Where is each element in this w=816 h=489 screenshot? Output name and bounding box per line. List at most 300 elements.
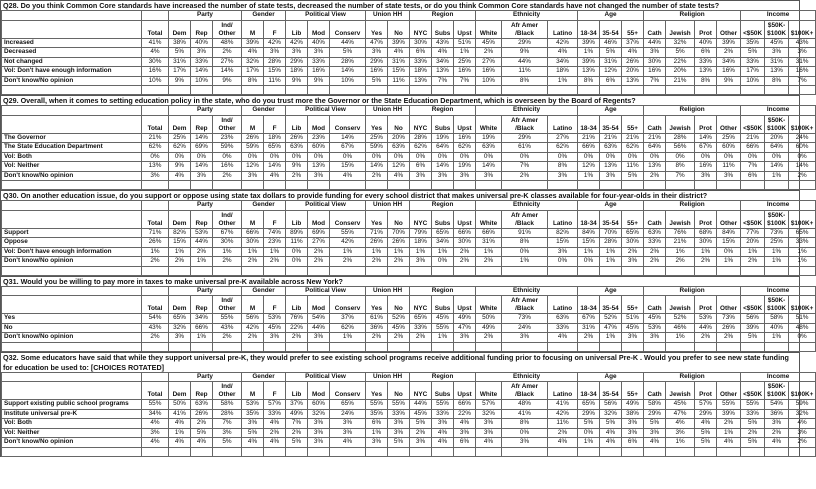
empty-cell [308,447,330,456]
cell-value: 13% [142,162,169,172]
cell-value: 0% [242,152,264,162]
empty-cell [432,342,454,351]
cell-value: 5% [666,48,695,58]
cell-value: 25% [765,238,789,248]
cell-value: 0% [622,152,644,162]
empty-cell [213,86,242,95]
row-label: Institute universal pre-K [2,409,142,419]
column-header: Total [142,382,169,400]
column-header: Cath [644,20,666,38]
cell-value: 3% [548,247,578,257]
group-header [142,372,169,382]
column-header: Jewish [666,115,695,133]
cell-value: 39% [741,323,765,333]
cell-value: 0% [548,257,578,267]
column-header: 55+ [622,20,644,38]
empty-cell [717,342,741,351]
cell-value: 66% [578,143,600,153]
question-block-q32 [1,352,814,457]
cell-value: 6% [741,171,765,181]
cell-value: 0% [666,152,695,162]
cell-value: 2% [213,333,242,343]
empty-cell [191,86,213,95]
table-row [2,162,816,172]
group-header: Region [410,372,476,382]
cell-value: 4% [264,419,286,429]
cell-value: 5% [242,428,264,438]
empty-cell [476,86,502,95]
cell-value: 4% [330,438,366,448]
cell-value: 13% [644,162,666,172]
column-header: NYC [410,20,432,38]
table-row [2,409,816,419]
cell-value: 12% [388,162,410,172]
row-label-blank [2,210,142,228]
cell-value: 84% [578,228,600,238]
cell-value: 63% [388,143,410,153]
empty-cell [741,447,765,456]
cell-value: 3% [410,171,432,181]
cell-value: 3% [242,171,264,181]
cell-value: 3% [622,428,644,438]
cell-value: 32% [242,57,264,67]
cell-value: 5% [286,438,308,448]
empty-cell [213,342,242,351]
empty-cell [548,181,578,190]
question-block-q31 [1,276,814,352]
cell-value: 53% [191,228,213,238]
crosstab-table [1,372,816,457]
cell-value: 42% [548,38,578,48]
cell-value: 4% [432,438,454,448]
empty-cell [432,86,454,95]
cell-value: 33% [789,238,816,248]
column-header: $100K+ [789,382,816,400]
cell-value: 41% [142,38,169,48]
column-header: No [388,20,410,38]
cell-value: 65% [410,314,432,324]
column-header: Latino [548,296,578,314]
empty-cell [502,86,548,95]
group-header: Religion [644,201,741,211]
cell-value: 14% [191,133,213,143]
group-header: Party [169,11,242,21]
table-row [2,400,816,410]
cell-value: 73% [502,314,548,324]
empty-cell [366,447,388,456]
cell-value: 2% [366,171,388,181]
crosstab-table [1,105,816,190]
cell-value: 40% [191,38,213,48]
column-header: Latino [548,115,578,133]
cell-value: 63% [548,314,578,324]
cell-value: 21% [578,133,600,143]
cell-value: 70% [600,228,622,238]
empty-cell [717,266,741,275]
group-header: Region [410,106,476,116]
cell-value: 4% [330,171,366,181]
cell-value: 91% [502,228,548,238]
empty-cell [142,447,169,456]
cell-value: 5% [741,438,765,448]
cell-value: 55% [330,228,366,238]
empty-cell [622,266,644,275]
empty-cell [476,447,502,456]
column-header: 18-34 [578,382,600,400]
cell-value: 3% [432,171,454,181]
cell-value: 31% [765,57,789,67]
cell-value: 24% [789,133,816,143]
empty-cell [2,181,142,190]
empty-cell [169,86,191,95]
empty-cell [286,181,308,190]
row-label-blank [2,20,142,38]
cell-value: 5% [600,419,622,429]
cell-value: 55% [388,400,410,410]
column-header: Rep [191,115,213,133]
cell-value: 13% [622,76,644,86]
cell-value: 17% [242,67,264,77]
cell-value: 0% [789,333,816,343]
cell-value: 4% [666,419,695,429]
cell-value: 6% [622,438,644,448]
empty-cell [789,266,816,275]
cell-value: 1% [169,428,191,438]
group-header: Political View [286,106,366,116]
cell-value: 59% [242,143,264,153]
group-header: Party [169,372,242,382]
cell-value: 11% [388,76,410,86]
group-header: Age [578,106,644,116]
empty-cell [695,266,717,275]
cell-value: 22% [454,409,476,419]
group-header [142,106,169,116]
cell-value: 0% [142,152,169,162]
question-block-q29 [1,95,814,190]
cell-value: 0% [286,257,308,267]
empty-cell [264,447,286,456]
cell-value: 2% [741,428,765,438]
cell-value: 0% [264,152,286,162]
cell-value: 39% [578,57,600,67]
cell-value: 29% [502,38,548,48]
empty-cell [142,266,169,275]
cell-value: 0% [695,152,717,162]
cell-value: 3% [142,171,169,181]
cell-value: 14% [765,162,789,172]
empty-cell [765,266,789,275]
column-header: Other [717,20,741,38]
cell-value: 19% [476,133,502,143]
cell-value: 14% [264,162,286,172]
empty-cell [548,266,578,275]
cell-value: 0% [286,247,308,257]
empty-cell [410,86,432,95]
cell-value: 0% [454,152,476,162]
empty-cell [765,181,789,190]
cell-value: 40% [308,38,330,48]
column-header: Other [717,296,741,314]
cell-value: 46% [600,38,622,48]
empty-cell [765,342,789,351]
cell-value: 3% [330,428,366,438]
cell-value: 35% [741,38,765,48]
column-header: Prot [695,210,717,228]
column-header: 35-54 [600,20,622,38]
cell-value: 45% [476,38,502,48]
cell-value: 0% [191,152,213,162]
column-header: Yes [366,382,388,400]
cell-value: 16% [308,67,330,77]
cell-value: 6% [695,48,717,58]
cell-value: 5% [578,419,600,429]
cell-value: 55% [432,323,454,333]
cell-value: 8% [502,419,548,429]
cell-value: 1% [600,257,622,267]
cell-value: 34% [717,57,741,67]
cell-value: 5% [191,428,213,438]
cell-value: 45% [388,323,410,333]
group-header: Gender [242,201,286,211]
cell-value: 50% [476,314,502,324]
column-header: 55+ [622,382,644,400]
column-header: 18-34 [578,20,600,38]
cell-value: 0% [717,152,741,162]
cell-value: 9% [286,162,308,172]
cell-value: 60% [789,143,816,153]
group-header-row [2,106,816,116]
cell-value: 5% [388,438,410,448]
crosstab-table [1,200,816,276]
empty-cell [410,342,432,351]
cell-value: 2% [264,257,286,267]
cell-value: 35% [242,409,264,419]
column-header: White [476,20,502,38]
cell-value: 49% [476,323,502,333]
empty-cell [366,181,388,190]
cell-value: 30% [644,57,666,67]
column-header: No [388,210,410,228]
question-title: Q31. Would you be willing to pay more in taxes to make universal pre-K available across New York? [1,276,799,286]
cell-value: 21% [142,133,169,143]
empty-cell [213,266,242,275]
cell-value: 5% [741,333,765,343]
group-header-row [2,286,816,296]
column-header: F [264,210,286,228]
cell-value: 5% [366,76,388,86]
empty-cell [454,86,476,95]
group-header: Age [578,372,644,382]
cell-value: 14% [789,162,816,172]
cell-value: 32% [308,409,330,419]
cell-value: 54% [765,400,789,410]
cell-value: 2% [388,257,410,267]
table-row [2,38,816,48]
cell-value: 10% [330,76,366,86]
cell-value: 2% [622,247,644,257]
column-header: NYC [410,210,432,228]
cell-value: 16% [213,162,242,172]
empty-cell [388,342,410,351]
column-header: Afr Amer /Black [502,210,548,228]
empty-cell [366,342,388,351]
cell-value: 45% [765,38,789,48]
cell-value: 37% [330,314,366,324]
cell-value: 1% [578,247,600,257]
cell-value: 16% [476,67,502,77]
table-row [2,257,816,267]
cell-value: 3% [432,419,454,429]
cell-value: 3% [142,428,169,438]
empty-cell [308,86,330,95]
spacer-row [2,86,816,95]
column-header: 55+ [622,296,644,314]
cell-value: 14% [191,67,213,77]
column-header: Subs [432,382,454,400]
group-header: Religion [644,372,741,382]
cell-value: 14% [366,162,388,172]
empty-cell [169,447,191,456]
empty-cell [666,342,695,351]
cell-value: 29% [695,409,717,419]
cell-value: 64% [765,143,789,153]
column-header: Yes [366,296,388,314]
cell-value: 4% [476,438,502,448]
empty-cell [169,342,191,351]
cell-value: 4% [191,438,213,448]
cell-value: 74% [264,228,286,238]
cell-value: 16% [695,162,717,172]
cell-value: 4% [432,428,454,438]
empty-cell [741,342,765,351]
cell-value: 5% [410,419,432,429]
cell-value: 3% [366,438,388,448]
cell-value: 5% [695,438,717,448]
cell-value: 4% [600,438,622,448]
column-header: <$50K [741,20,765,38]
empty-cell [308,181,330,190]
table-row [2,48,816,58]
table-row [2,57,816,67]
cell-value: 43% [432,38,454,48]
cell-value: 2% [286,428,308,438]
cell-value: 1% [330,333,366,343]
cell-value: 57% [476,400,502,410]
table-row [2,171,816,181]
cell-value: 4% [765,438,789,448]
empty-cell [578,447,600,456]
column-header: Ind/ Other [213,210,242,228]
cell-value: 18% [410,238,432,248]
row-label: Not changed [2,57,142,67]
column-header: White [476,382,502,400]
empty-cell [142,86,169,95]
empty-cell [286,342,308,351]
table-row [2,323,816,333]
column-header: Dem [169,382,191,400]
cell-value: 2% [695,257,717,267]
column-header: Rep [191,210,213,228]
column-header-row [2,115,816,133]
cell-value: 4% [622,48,644,58]
cell-value: 14% [476,162,502,172]
empty-cell [142,342,169,351]
cell-value: 39% [578,38,600,48]
table-row [2,76,816,86]
empty-cell [454,266,476,275]
cell-value: 3% [476,171,502,181]
column-header: Afr Amer /Black [502,115,548,133]
column-header: Lib [286,115,308,133]
column-header: M [242,382,264,400]
column-header: Prot [695,296,717,314]
empty-cell [600,342,622,351]
cell-value: 13% [600,162,622,172]
column-header: Cath [644,210,666,228]
cell-value: 44% [695,323,717,333]
cell-value: 27% [476,57,502,67]
question-title: Q29. Overall, when it comes to setting education policy in the state, who do you trust more the Governor or the State Education Department, which is overseen by the Board of Regents? [1,95,799,105]
cell-value: 28% [600,238,622,248]
cell-value: 3% [264,48,286,58]
column-header: NYC [410,296,432,314]
column-header: Mod [308,382,330,400]
cell-value: 3% [191,171,213,181]
empty-cell [286,266,308,275]
cell-value: 3% [622,333,644,343]
cell-value: 35% [366,409,388,419]
cell-value: 42% [242,323,264,333]
empty-cell [695,86,717,95]
cell-value: 34% [191,314,213,324]
group-header: Union HH [366,11,410,21]
column-header: Rep [191,20,213,38]
empty-cell [789,181,816,190]
cell-value: 11% [717,162,741,172]
column-header-row [2,210,816,228]
cell-value: 44% [502,57,548,67]
cell-value: 3% [502,333,548,343]
column-header: 18-34 [578,115,600,133]
cell-value: 0% [741,152,765,162]
empty-cell [388,447,410,456]
column-header: Upst [454,210,476,228]
table-row [2,143,816,153]
cell-value: 21% [666,238,695,248]
group-header: Age [578,286,644,296]
column-header: Prot [695,20,717,38]
empty-cell [741,266,765,275]
cell-value: 62% [410,143,432,153]
column-header: F [264,382,286,400]
column-header: White [476,210,502,228]
cell-value: 76% [286,314,308,324]
cell-value: 2% [169,257,191,267]
cell-value: 26% [286,133,308,143]
cell-value: 6% [600,76,622,86]
cell-value: 3% [191,48,213,58]
empty-cell [388,266,410,275]
cell-value: 44% [330,38,366,48]
cell-value: 23% [308,133,330,143]
cell-value: 4% [789,419,816,429]
cell-value: 45% [264,323,286,333]
cell-value: 66% [741,143,765,153]
empty-cell [242,181,264,190]
cell-value: 3% [789,428,816,438]
column-header: Dem [169,210,191,228]
empty-cell [695,181,717,190]
